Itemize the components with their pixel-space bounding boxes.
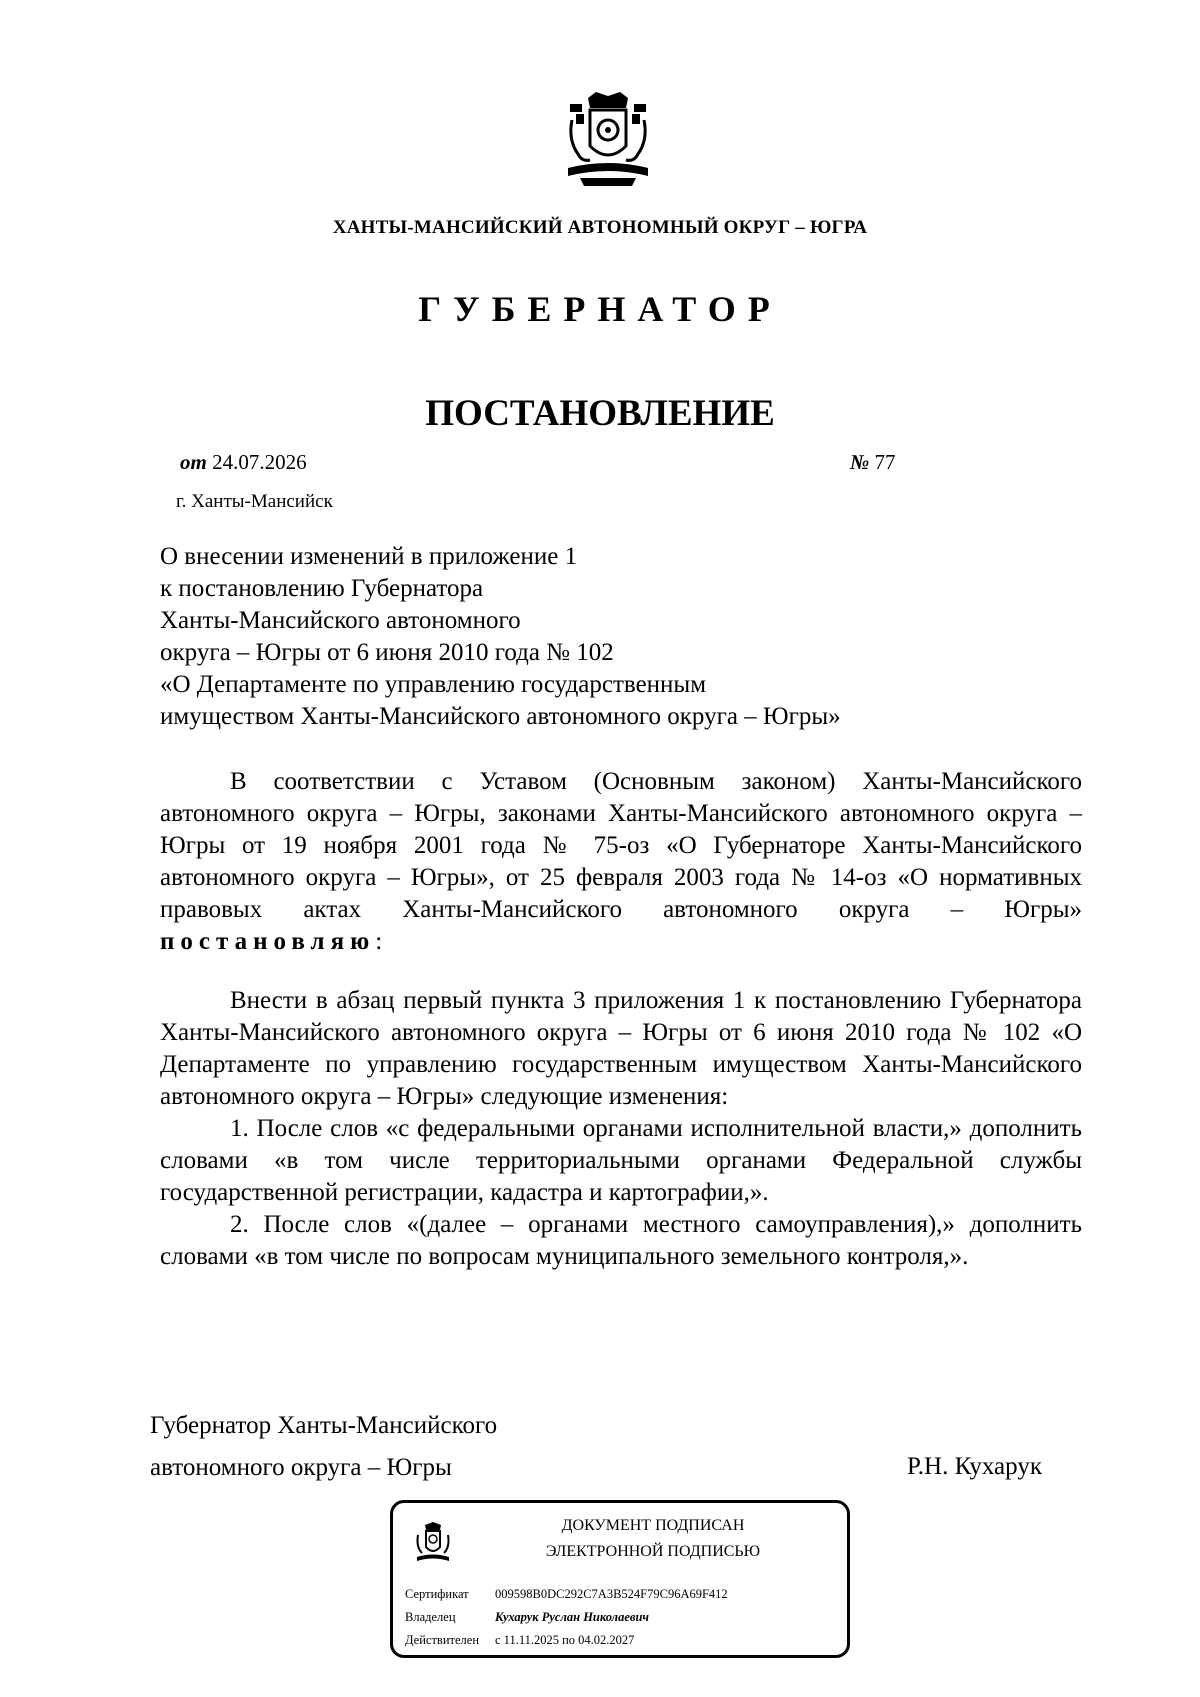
document-date [180, 450, 307, 475]
stamp-validity-row [405, 1633, 634, 1648]
stamp-emblem-icon [413, 1521, 453, 1565]
body-item-2: 2. После слов «(далее – органами местного самоуправления),» дополнить словами «в том числе по вопросам муниципального земельного контроля,». [160, 1211, 1082, 1270]
document-number [850, 450, 895, 475]
signer-name: Р.Н. Кухарук [907, 1453, 1042, 1480]
electronic-signature-stamp [390, 1500, 850, 1658]
position-line: автономного округа – Югры [150, 1454, 452, 1481]
validity-value: с 11.11.2025 по 04.02.2027 [495, 1633, 635, 1647]
stamp-owner-row [405, 1610, 649, 1625]
preamble-paragraph [160, 766, 1082, 958]
coat-of-arms-emblem [560, 90, 656, 190]
city: г. Ханты-Мансийск [176, 491, 333, 512]
stamp-title [473, 1513, 833, 1565]
preamble-text: В соответствии с Уставом (Основным законом) Ханты-Мансийского автономного округа – Югры, законами Ханты-Мансийского автономного округа – Югры от 19 ноября 2001 года № 75-оз «О Губернаторе Ханты-Мансийского автономного округа – Югры», от 25 февраля 2003 года № 14-оз «О нормативных правовых актах Ханты-Мансийского автономного округа – Югры» [160, 768, 1082, 923]
document-subject [160, 541, 841, 733]
stamp-certificate-row [405, 1587, 728, 1602]
region-name: ХАНТЫ-МАНСИЙСКИЙ АВТОНОМНЫЙ ОКРУГ – ЮГРА [332, 217, 868, 238]
body-intro: Внести в абзац первый пункта 3 приложения 1 к постановлению Губернатора Ханты-Мансийского автономного округа – Югры от 6 июня 2010 года № 102 «О Департаменте по управлению государственным имуществом Ханты-Мансийского автономного округа – Югры» следующие изменения: [160, 987, 1082, 1110]
subject-line: имуществом Ханты-Мансийского автономного округа – Югры» [160, 703, 841, 730]
validity-label: Действителен [405, 1633, 480, 1647]
subject-line: к постановлению Губернатора [160, 575, 484, 602]
resolve-word: постановляю [160, 928, 376, 955]
stamp-title-line: ДОКУМЕНТ ПОДПИСАН [561, 1517, 745, 1534]
stamp-title-line: ЭЛЕКТРОННОЙ ПОДПИСЬЮ [545, 1543, 761, 1560]
subject-line: Ханты-Мансийского автономного [160, 607, 521, 634]
certificate-label: Сертификат [405, 1587, 469, 1601]
signature-position [150, 1405, 497, 1489]
body-section [160, 985, 1082, 1273]
owner-label: Владелец [405, 1610, 456, 1624]
number-label: № [850, 450, 870, 474]
preamble-tail: : [375, 928, 383, 955]
subject-line: «О Департаменте по управлению государственным [160, 671, 707, 698]
authority-title: ГУБЕРНАТОР [418, 289, 782, 329]
position-line: Губернатор Ханты-Мансийского [150, 1412, 498, 1439]
date-label: от [180, 450, 207, 474]
body-item-1: 1. После слов «с федеральными органами исполнительной власти,» дополнить словами «в том числе территориальными органами Федеральной службы государственной регистрации, кадастра и картографии,». [160, 1115, 1082, 1206]
subject-line: округа – Югры от 6 июня 2010 года № 102 [160, 639, 614, 666]
document-type: ПОСТАНОВЛЕНИЕ [425, 393, 775, 434]
certificate-value: 009598B0DC292C7A3B524F79C96A69F412 [495, 1587, 728, 1601]
number-value: 77 [874, 450, 896, 474]
subject-line: О внесении изменений в приложение 1 [160, 543, 578, 570]
owner-value: Кухарук Руслан Николаевич [495, 1610, 649, 1624]
date-value: 24.07.2026 [212, 450, 307, 474]
